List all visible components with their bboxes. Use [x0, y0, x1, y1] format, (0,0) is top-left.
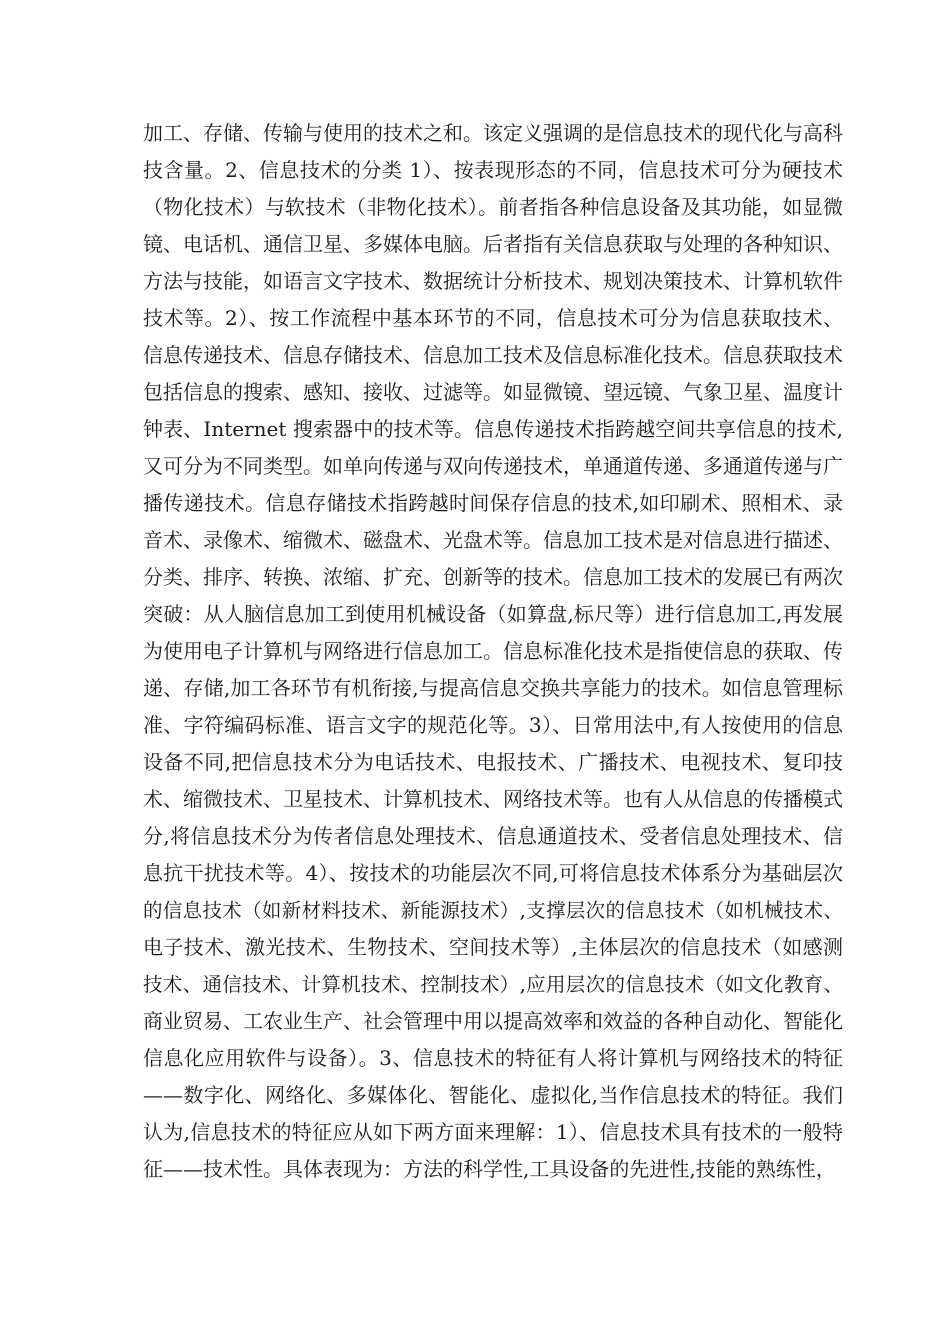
text-line: 商业贸易、工农业生产、社会管理中用以提高效率和效益的各种自动化、智能化 — [143, 1009, 843, 1033]
text-line: 征——技术性。具体表现为：方法的科学性,工具设备的先进性,技能的熟练性， — [143, 1157, 836, 1181]
text-line: 术、缩微技术、卫星技术、计算机技术、网络技术等。也有人从信息的传播模式 — [143, 787, 843, 811]
text-line: 又可分为不同类型。如单向传递与双向传递技术，单通道传递、多通道传递与广 — [143, 454, 843, 478]
text-line: 音术、录像术、缩微术、磁盘术、光盘术等。信息加工技术是对信息进行描述、 — [143, 528, 843, 552]
text-line: 突破：从人脑信息加工到使用机械设备（如算盘,标尺等）进行信息加工,再发展 — [143, 602, 843, 626]
text-line: 钟表、Internet 搜索器中的技术等。信息传递技术指跨越空间共享信息的技术, — [143, 417, 843, 441]
text-line: 的信息技术（如新材料技术、新能源技术）,支撑层次的信息技术（如机械技术、 — [143, 899, 843, 922]
text-line: 镜、电话机、通信卫星、多媒体电脑。后者指有关信息获取与处理的各种知识、 — [143, 232, 843, 256]
text-line: 技术等。2）、按工作流程中基本环节的不同，信息技术可分为信息获取技术、 — [143, 306, 843, 330]
text-line: 准、字符编码标准、语言文字的规范化等。3）、日常用法中,有人按使用的信息 — [143, 713, 843, 737]
text-line: 技术、通信技术、计算机技术、控制技术）,应用层次的信息技术（如文化教育、 — [143, 973, 843, 996]
text-line: 为使用电子计算机与网络进行信息加工。信息标准化技术是指使信息的获取、传 — [143, 639, 843, 663]
text-line: 设备不同,把信息技术分为电话技术、电报技术、广播技术、电视技术、复印技 — [143, 750, 843, 774]
text-line: 分类、排序、转换、浓缩、扩充、创新等的技术。信息加工技术的发展已有两次 — [143, 565, 843, 589]
text-line: 方法与技能，如语言文字技术、数据统计分析技术、规划决策技术、计算机软件 — [143, 269, 843, 293]
text-line: 息抗干扰技术等。4）、按技术的功能层次不同,可将信息技术体系分为基础层次 — [143, 861, 843, 885]
text-line: 播传递技术。信息存储技术指跨越时间保存信息的技术,如印刷术、照相术、录 — [143, 491, 843, 515]
text-line: 信息传递技术、信息存储技术、信息加工技术及信息标准化技术。信息获取技术 — [143, 343, 843, 367]
text-line: ——数字化、网络化、多媒体化、智能化、虚拟化,当作信息技术的特征。我们 — [143, 1083, 843, 1107]
text-line: 认为,信息技术的特征应从如下两方面来理解：1）、信息技术具有技术的一般特 — [143, 1120, 843, 1144]
text-line: 信息化应用软件与设备）。3、信息技术的特征有人将计算机与网络技术的特征 — [143, 1046, 843, 1070]
text-line: 包括信息的搜索、感知、接收、过滤等。如显微镜、望远镜、气象卫星、温度计 — [143, 380, 843, 404]
text-line: 技含量。2、信息技术的分类 1）、按表现形态的不同，信息技术可分为硬技术 — [143, 158, 843, 182]
text-line: 分,将信息技术分为传者信息处理技术、信息通道技术、受者信息处理技术、信 — [143, 824, 843, 848]
text-line: 电子技术、激光技术、生物技术、空间技术等）,主体层次的信息技术（如感测 — [143, 935, 843, 959]
text-line: 递、存储,加工各环节有机衔接,与提高信息交换共享能力的技术。如信息管理标 — [143, 676, 843, 700]
text-line: （物化技术）与软技术（非物化技术）。前者指各种信息设备及其功能，如显微 — [143, 195, 843, 219]
text-line: 加工、存储、传输与使用的技术之和。该定义强调的是信息技术的现代化与高科 — [143, 121, 843, 145]
body-text — [143, 115, 843, 1188]
